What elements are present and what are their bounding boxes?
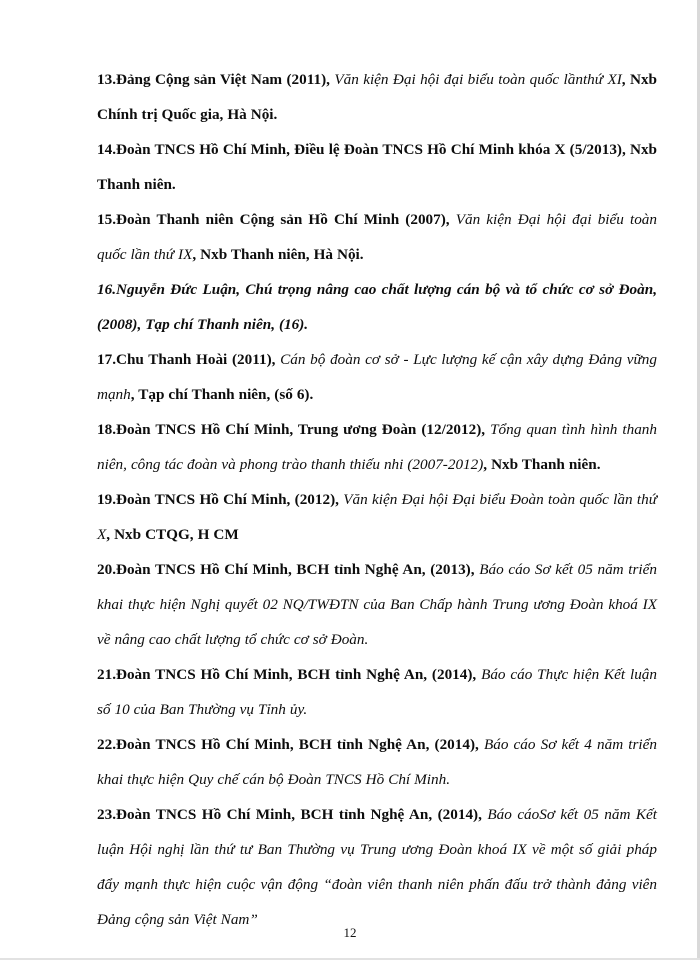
reference-body-text: Đoàn TNCS Hồ Chí Minh, BCH tỉnh Nghệ An, (2014), bbox=[115, 666, 482, 683]
reference-number: 15. bbox=[97, 211, 116, 228]
reference-number: 23. bbox=[97, 806, 116, 823]
reference-body-text: , Nxb Thanh niên, Hà Nội. bbox=[192, 246, 364, 263]
reference-title-text: Văn kiện Đại hội đại biểu toàn quốc lầnthứ XI bbox=[334, 71, 622, 88]
reference-body-text: Đoàn TNCS Hồ Chí Minh, Trung ương Đoàn (12/2012), bbox=[115, 421, 491, 438]
reference-body-text: Chu Thanh Hoài (2011), bbox=[115, 351, 281, 368]
reference-number: 19. bbox=[97, 491, 116, 508]
reference-body-text: Đoàn Thanh niên Cộng sản Hồ Chí Minh (2007), bbox=[115, 211, 456, 228]
reference-body-text: , Nxb Thanh niên. bbox=[483, 456, 601, 473]
reference-entry bbox=[97, 132, 657, 202]
reference-body-text: , Tạp chí Thanh niên, (số 6). bbox=[130, 386, 314, 403]
reference-number: 18. bbox=[97, 421, 116, 438]
reference-list bbox=[97, 62, 657, 937]
page-number: 12 bbox=[343, 925, 357, 940]
reference-entry bbox=[97, 657, 657, 727]
reference-entry bbox=[97, 727, 657, 797]
reference-title-text: Báo cáo Sơ kết 4 năm triển khai thực hiện Quy chế cán bộ Đoàn TNCS Hồ Chí Minh. bbox=[97, 736, 657, 788]
reference-number: 21. bbox=[97, 666, 116, 683]
reference-number: 13. bbox=[97, 71, 116, 88]
reference-body-text: Đoàn TNCS Hồ Chí Minh, BCH tỉnh Nghệ An, (2014), bbox=[115, 736, 484, 753]
reference-number: 20. bbox=[97, 561, 116, 578]
reference-body-text: Đảng Cộng sản Việt Nam (2011), bbox=[115, 71, 335, 88]
reference-number: 17. bbox=[97, 351, 116, 368]
reference-body-text: Đoàn TNCS Hồ Chí Minh, BCH tỉnh Nghệ An, (2013), bbox=[115, 561, 480, 578]
reference-title-text: Nguyễn Đức Luận, Chú trọng nâng cao chất lượng cán bộ và tổ chức cơ sở Đoàn, (2008), Tạp chí Thanh niên, (16). bbox=[97, 281, 657, 333]
reference-body-text: Đoàn TNCS Hồ Chí Minh, Điều lệ Đoàn TNCS Hồ Chí Minh khóa X (5/2013), Nxb Thanh niên. bbox=[97, 141, 657, 193]
reference-title-text: Tổng quan tình hình thanh niên, công tác đoàn và phong trào thanh thiếu nhi (2007-2012) bbox=[97, 421, 657, 473]
reference-number: 16. bbox=[97, 281, 116, 298]
reference-title-text: Văn kiện Đại hội đại biểu toàn quốc lần thứ IX bbox=[97, 211, 657, 263]
reference-body-text: Đoàn TNCS Hồ Chí Minh, (2012), bbox=[115, 491, 344, 508]
reference-body-text: Đoàn TNCS Hồ Chí Minh, BCH tỉnh Nghệ An, (2014), bbox=[115, 806, 488, 823]
reference-title-text: Báo cáo Sơ kết 05 năm triển khai thực hiện Nghị quyết 02 NQ/TWĐTN của Ban Chấp hành Trung ương Đoàn khoá IX về nâng cao chất lượng tổ chức cơ sở Đoàn. bbox=[97, 561, 657, 648]
reference-title-text: Cán bộ đoàn cơ sở - Lực lượng kế cận xây dựng Đảng vững mạnh bbox=[97, 351, 657, 403]
reference-body-text: , Nxb Chính trị Quốc gia, Hà Nội. bbox=[97, 71, 657, 123]
reference-entry bbox=[97, 342, 657, 412]
reference-entry bbox=[97, 797, 657, 937]
reference-number: 14. bbox=[97, 141, 116, 158]
reference-entry bbox=[97, 62, 657, 132]
reference-entry bbox=[97, 412, 657, 482]
reference-title-text: Văn kiện Đại hội Đại biểu Đoàn toàn quốc lần thứ X bbox=[97, 491, 657, 543]
reference-entry bbox=[97, 482, 657, 552]
reference-number: 22. bbox=[97, 736, 116, 753]
reference-entry bbox=[97, 202, 657, 272]
reference-title-text: Báo cáoSơ kết 05 năm Kết luận Hội nghị lần thứ tư Ban Thường vụ Trung ương Đoàn khoá IX về một số giải pháp đẩy mạnh thực hiện cuộc vận động “đoàn viên thanh niên phấn đấu trở thành đảng viên Đảng cộng sản Việt Nam” bbox=[97, 806, 657, 928]
reference-entry bbox=[97, 272, 657, 342]
reference-body-text: , Nxb CTQG, H CM bbox=[106, 526, 239, 543]
reference-entry bbox=[97, 552, 657, 657]
reference-title-text: Báo cáo Thực hiện Kết luận số 10 của Ban Thường vụ Tỉnh ủy. bbox=[97, 666, 657, 718]
